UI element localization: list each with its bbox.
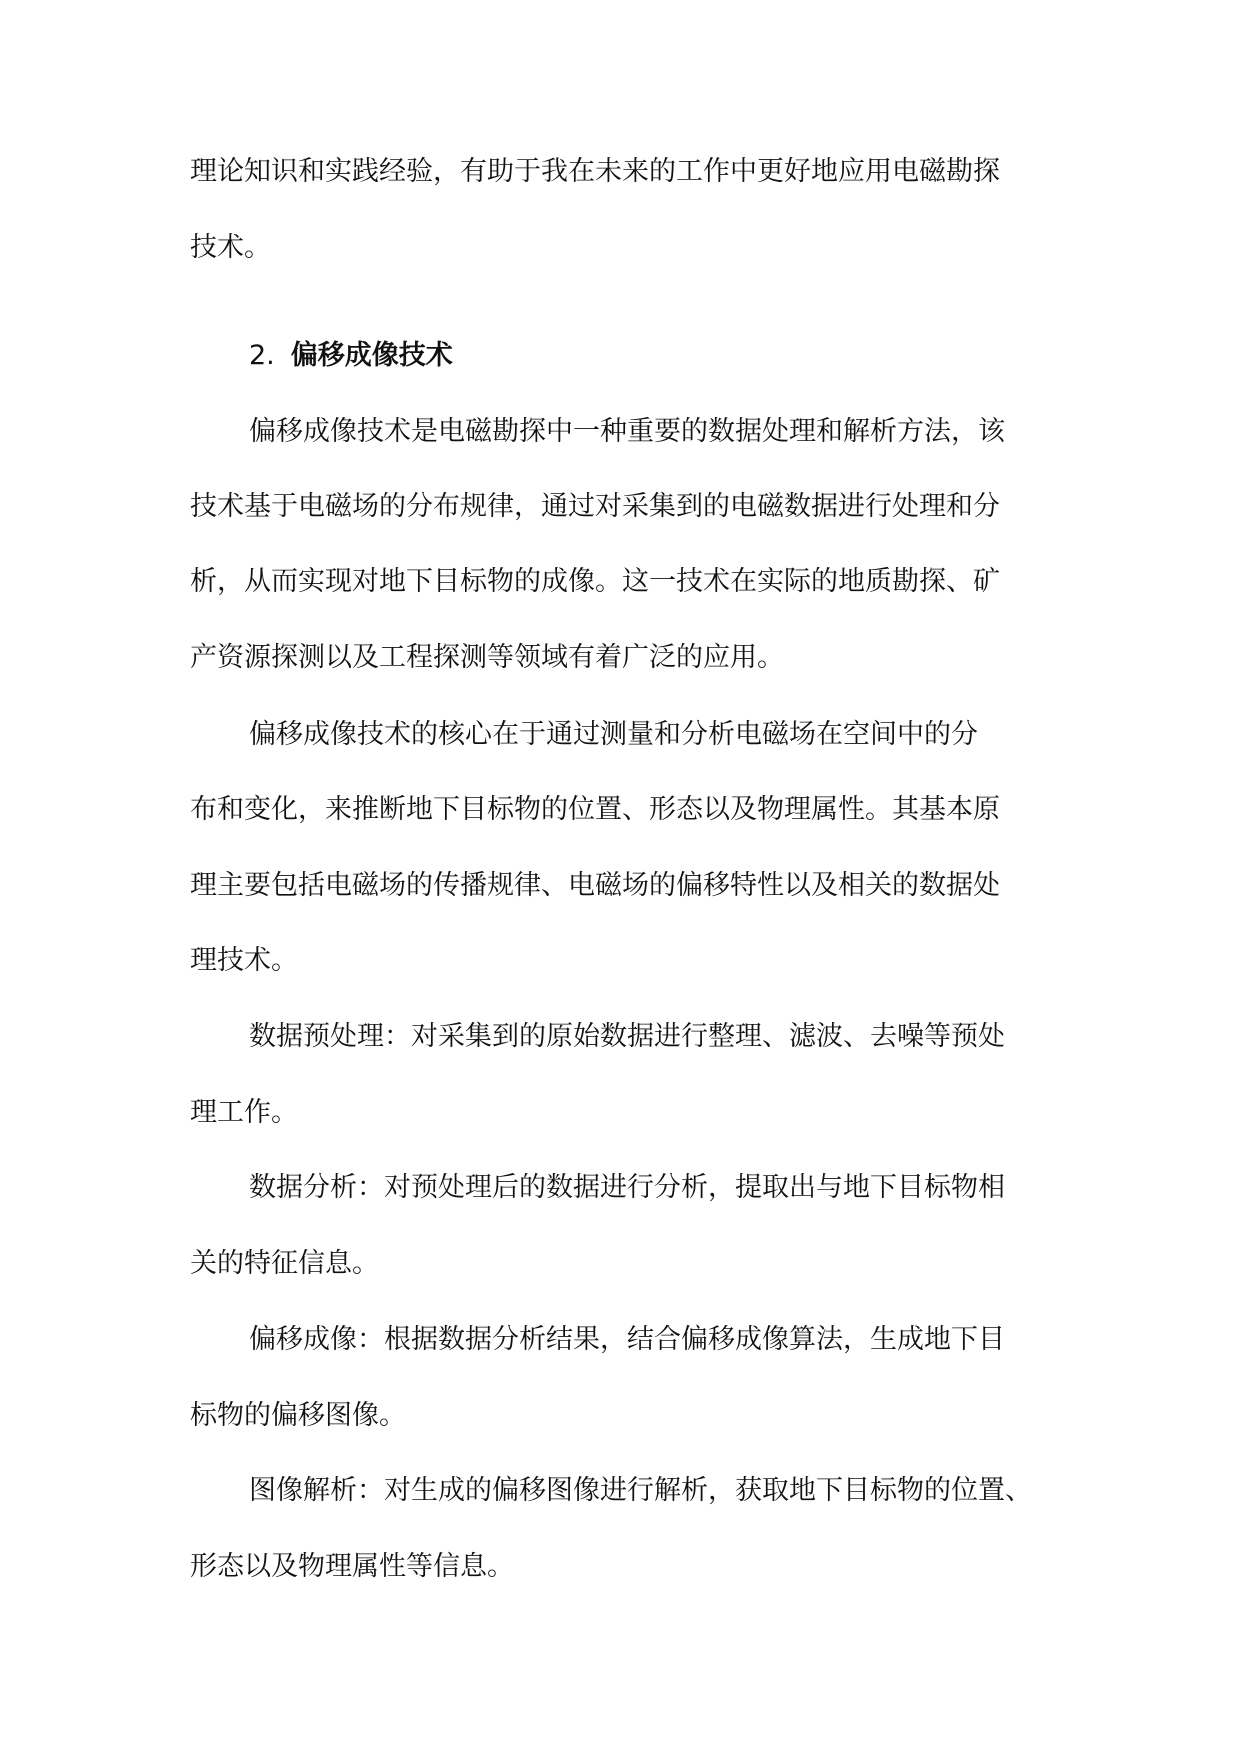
paragraph-line: 布和变化，来推断地下目标物的位置、形态以及物理属性。其基本原 xyxy=(190,794,1000,825)
paragraph-line: 析，从而实现对地下目标物的成像。这一技术在实际的地质勘探、矿 xyxy=(190,566,1000,597)
paragraph-line: 理工作。 xyxy=(190,1097,298,1128)
paragraph-line: 数据预处理：对采集到的原始数据进行整理、滤波、去噪等预处 xyxy=(249,1021,1005,1052)
paragraph-line: 偏移成像：根据数据分析结果，结合偏移成像算法，生成地下目 xyxy=(249,1324,1005,1355)
paragraph-line: 理主要包括电磁场的传播规律、电磁场的偏移特性以及相关的数据处 xyxy=(190,870,1000,901)
paragraph-line: 技术基于电磁场的分布规律，通过对采集到的电磁数据进行处理和分 xyxy=(190,491,1000,522)
paragraph-line: 形态以及物理属性等信息。 xyxy=(190,1551,514,1582)
paragraph-line: 理技术。 xyxy=(190,945,298,976)
paragraph-line: 理论知识和实践经验，有助于我在未来的工作中更好地应用电磁勘探 xyxy=(190,156,1000,187)
paragraph-line: 标物的偏移图像。 xyxy=(190,1400,406,1431)
section-heading xyxy=(249,336,453,376)
paragraph-line: 数据分析：对预处理后的数据进行分析，提取出与地下目标物相 xyxy=(249,1172,1005,1203)
paragraph-line: 技术。 xyxy=(190,232,271,263)
section-title: 偏移成像技术 xyxy=(290,340,453,371)
paragraph-line: 偏移成像技术是电磁勘探中一种重要的数据处理和解析方法，该 xyxy=(249,416,1005,447)
paragraph-line: 关的特征信息。 xyxy=(190,1248,379,1279)
paragraph-line: 偏移成像技术的核心在于通过测量和分析电磁场在空间中的分 xyxy=(249,719,978,750)
paragraph-line: 图像解析：对生成的偏移图像进行解析，获取地下目标物的位置、 xyxy=(249,1475,1032,1506)
section-number: 2. xyxy=(249,340,275,371)
paragraph-line: 产资源探测以及工程探测等领域有着广泛的应用。 xyxy=(190,642,784,673)
